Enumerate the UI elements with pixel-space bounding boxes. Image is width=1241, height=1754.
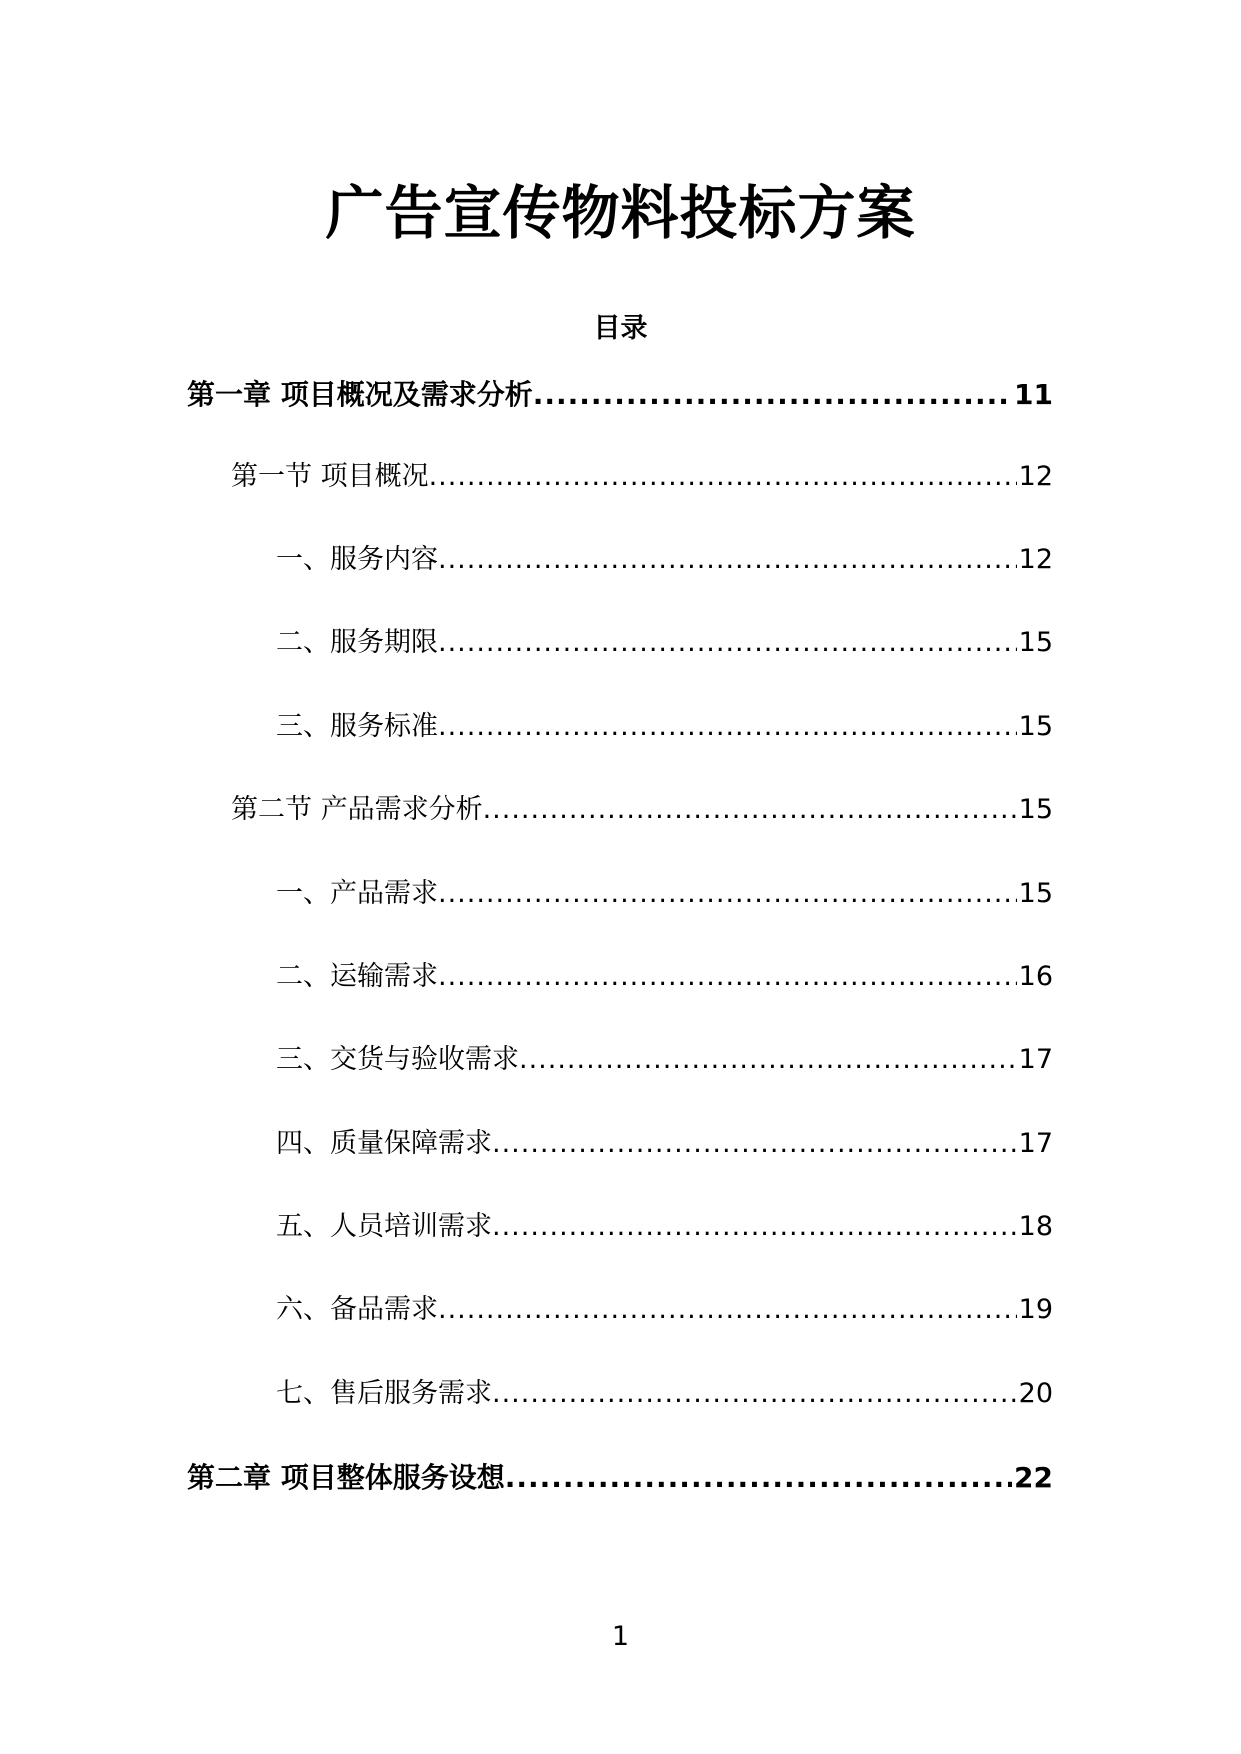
toc-dot-leader xyxy=(438,875,1017,913)
toc-entry-label: 三、服务标准 xyxy=(276,711,438,742)
toc-entry-page: 12 xyxy=(1018,461,1053,492)
toc-dot-leader xyxy=(533,376,1012,414)
toc-entry-label: 二、运输需求 xyxy=(276,961,438,992)
toc-entry-label: 二、服务期限 xyxy=(276,627,438,658)
toc-entry-page: 17 xyxy=(1018,1128,1053,1159)
toc-dot-leader xyxy=(438,541,1017,579)
toc-entry-label: 第一章 项目概况及需求分析 xyxy=(187,378,533,411)
toc-entry-page: 15 xyxy=(1018,627,1053,658)
toc-dot-leader xyxy=(438,1291,1017,1329)
toc-dot-leader xyxy=(438,708,1017,746)
toc-dot-leader xyxy=(438,958,1017,996)
toc-entry-item[interactable] xyxy=(276,958,1053,996)
toc-entry-page: 15 xyxy=(1018,878,1053,909)
toc-entry-chapter-2[interactable] xyxy=(187,1459,1053,1497)
toc-entry-item[interactable] xyxy=(276,1375,1053,1413)
toc-entry-item[interactable] xyxy=(276,541,1053,579)
toc-dot-leader xyxy=(438,624,1017,662)
toc-entry-page: 15 xyxy=(1018,794,1053,825)
document-title: 广告宣传物料投标方案 xyxy=(325,179,916,247)
toc-entry-page: 12 xyxy=(1018,544,1053,575)
toc-entry-page: 17 xyxy=(1018,1044,1053,1075)
toc-entry-label: 一、产品需求 xyxy=(276,878,438,909)
toc-entry-page: 11 xyxy=(1014,378,1053,411)
toc-entry-label: 第二节 产品需求分析 xyxy=(231,794,483,825)
toc-entry-label: 第二章 项目整体服务设想 xyxy=(187,1461,505,1494)
toc-entry-label: 三、交货与验收需求 xyxy=(276,1044,519,1075)
toc-entry-label: 第一节 项目概况 xyxy=(231,461,429,492)
toc-entry-item[interactable] xyxy=(276,1208,1053,1246)
toc-entry-label: 五、人员培训需求 xyxy=(276,1211,492,1242)
toc-entry-label: 六、备品需求 xyxy=(276,1294,438,1325)
toc-entry-label: 四、质量保障需求 xyxy=(276,1128,492,1159)
toc-entry-item[interactable] xyxy=(276,1291,1053,1329)
toc-dot-leader xyxy=(492,1125,1017,1163)
toc-entry-page: 19 xyxy=(1018,1294,1053,1325)
page-number: 1 xyxy=(611,1621,630,1652)
toc-entry-page: 15 xyxy=(1018,711,1053,742)
toc-dot-leader xyxy=(492,1208,1017,1246)
toc-entry-item[interactable] xyxy=(276,624,1053,662)
toc-entry-section-1-2[interactable] xyxy=(231,791,1053,829)
toc-entry-label: 一、服务内容 xyxy=(276,544,438,575)
toc-entry-item[interactable] xyxy=(276,708,1053,746)
toc-entry-page: 22 xyxy=(1014,1461,1053,1494)
toc-entry-section-1-1[interactable] xyxy=(231,458,1053,496)
toc-dot-leader xyxy=(519,1041,1017,1079)
toc-dot-leader xyxy=(492,1375,1017,1413)
toc-entry-item[interactable] xyxy=(276,1125,1053,1163)
toc-entry-label: 七、售后服务需求 xyxy=(276,1378,492,1409)
toc-entry-page: 18 xyxy=(1018,1211,1053,1242)
toc-dot-leader xyxy=(505,1459,1012,1497)
toc-entry-chapter-1[interactable] xyxy=(187,376,1053,414)
toc-entry-page: 16 xyxy=(1018,961,1053,992)
toc-dot-leader xyxy=(429,458,1017,496)
toc-entry-item[interactable] xyxy=(276,875,1053,913)
toc-dot-leader xyxy=(483,791,1017,829)
toc-entry-page: 20 xyxy=(1018,1378,1053,1409)
toc-entry-item[interactable] xyxy=(276,1041,1053,1079)
toc-heading: 目录 xyxy=(593,313,648,344)
